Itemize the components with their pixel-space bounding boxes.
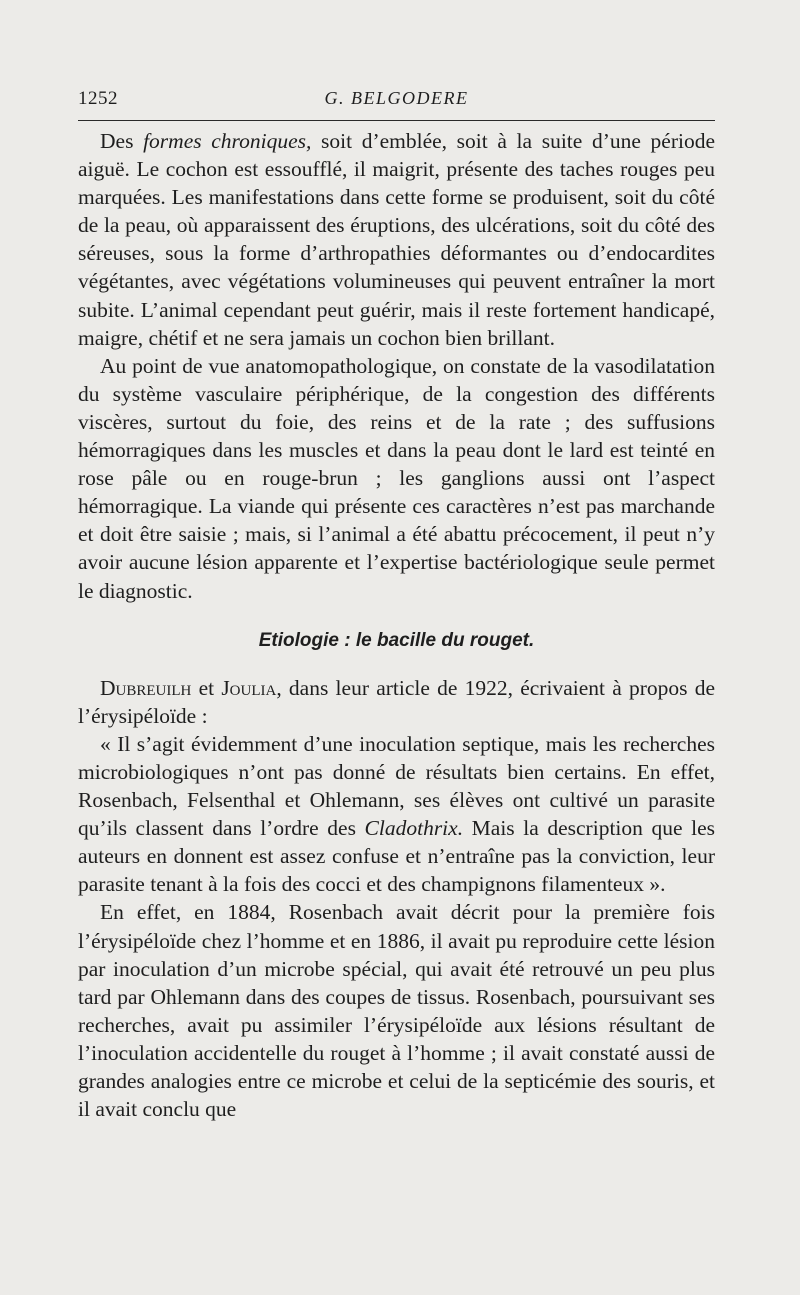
- emphasis-formes-chroniques: formes chroniques,: [143, 129, 312, 153]
- section-heading: Etiologie : le bacille du rouget.: [258, 629, 535, 651]
- body-text: [78, 127, 715, 1123]
- paragraph-dubreuilh-rest: , dans leur article de 1922, écrivaient à propos de l’érysipéloïde :: [78, 675, 715, 728]
- running-head: [78, 88, 715, 114]
- quotation-rest: Mais la description que les auteurs en donnent est assez confuse et n’entraîne pas la conviction, leur parasite tenant à la fois des cocci et des champignons filamenteux ».: [78, 816, 715, 897]
- paragraph-chronic-forms: [78, 127, 715, 352]
- paragraph-dubreuilh-conjunction: et: [191, 675, 222, 700]
- paragraph-quotation: [78, 730, 715, 899]
- paragraph-anatomopathology: Au point de vue anatomopathologique, on constate de la vasodilatation du système vasculaire périphérique, de la congestion des différents viscères, surtout du foie, des reins et de la rate ; des suffusions hémorragiques dans les muscles et dans la peau dont le lard est teinté en rose pâle ou en rouge-brun ; les ganglions aussi ont l’aspect hémorragique. La viande qui présente ces caractères n’est pas marchande et doit être saisie ; mais, si l’animal a été abattu précocement, il peut n’y avoir aucune lésion apparente et l’expertise bactériologique seule permet le diagnostic.: [78, 353, 715, 603]
- emphasis-cladothrix: Cladothrix.: [364, 816, 464, 841]
- header-rule: [78, 120, 715, 121]
- running-head-author: G. BELGODERE: [324, 88, 469, 108]
- author-name-dubreuilh: Dubreuilh: [100, 675, 192, 700]
- paragraph-chronic-forms-rest: soit d’emblée, soit à la suite d’une période aiguë. Le cochon est essoufflé, il maigrit, présente des taches rouges peu marquées. Les manifestations dans cette forme se produisent, soit du côté de la peau, où apparaissent des éruptions, des ulcérations, soit du côté des séreuses, sous la forme d’arthropathies déformantes ou d’endocardites végétantes, avec végétations volumineuses qui peuvent entraîner la mort subite. L’animal cependant peut guérir, mais il reste fortement handicapé, maigre, chétif et ne sera jamais un cochon bien brillant.: [78, 129, 715, 350]
- author-name-joulia: Joulia: [221, 675, 277, 700]
- paragraph-rosenbach: En effet, en 1884, Rosenbach avait décrit pour la première fois l’érysipéloïde chez l’homme et en 1886, il avait pu reproduire cette lésion par inoculation d’un microbe spécial, qui avait été retrouvé un peu plus tard par Ohlemann dans des coupes de tissus. Rosenbach, poursuivant ses recherches, avait pu assimiler l’érysipéloïde aux lésions résultant de l’inoculation accidentelle du rouget à l’homme ; il avait constaté aussi de grandes analogies entre ce microbe et celui de la septicémie des souris, et il avait conclu que: [78, 900, 715, 1122]
- quotation-start: « Il s’agit évidemment d’une inoculation septique, mais les recherches microbiologiques n’ont pas donné de résultats bien certains. En effet, Rosenbach, Felsenthal et Ohlemann, ses élèves ont cultivé un parasite qu’ils classent dans l’ordre des: [78, 731, 715, 841]
- paragraph-chronic-forms-start: Des: [100, 129, 144, 153]
- page-number: 1252: [78, 88, 118, 109]
- paragraph-dubreuilh: [78, 674, 715, 730]
